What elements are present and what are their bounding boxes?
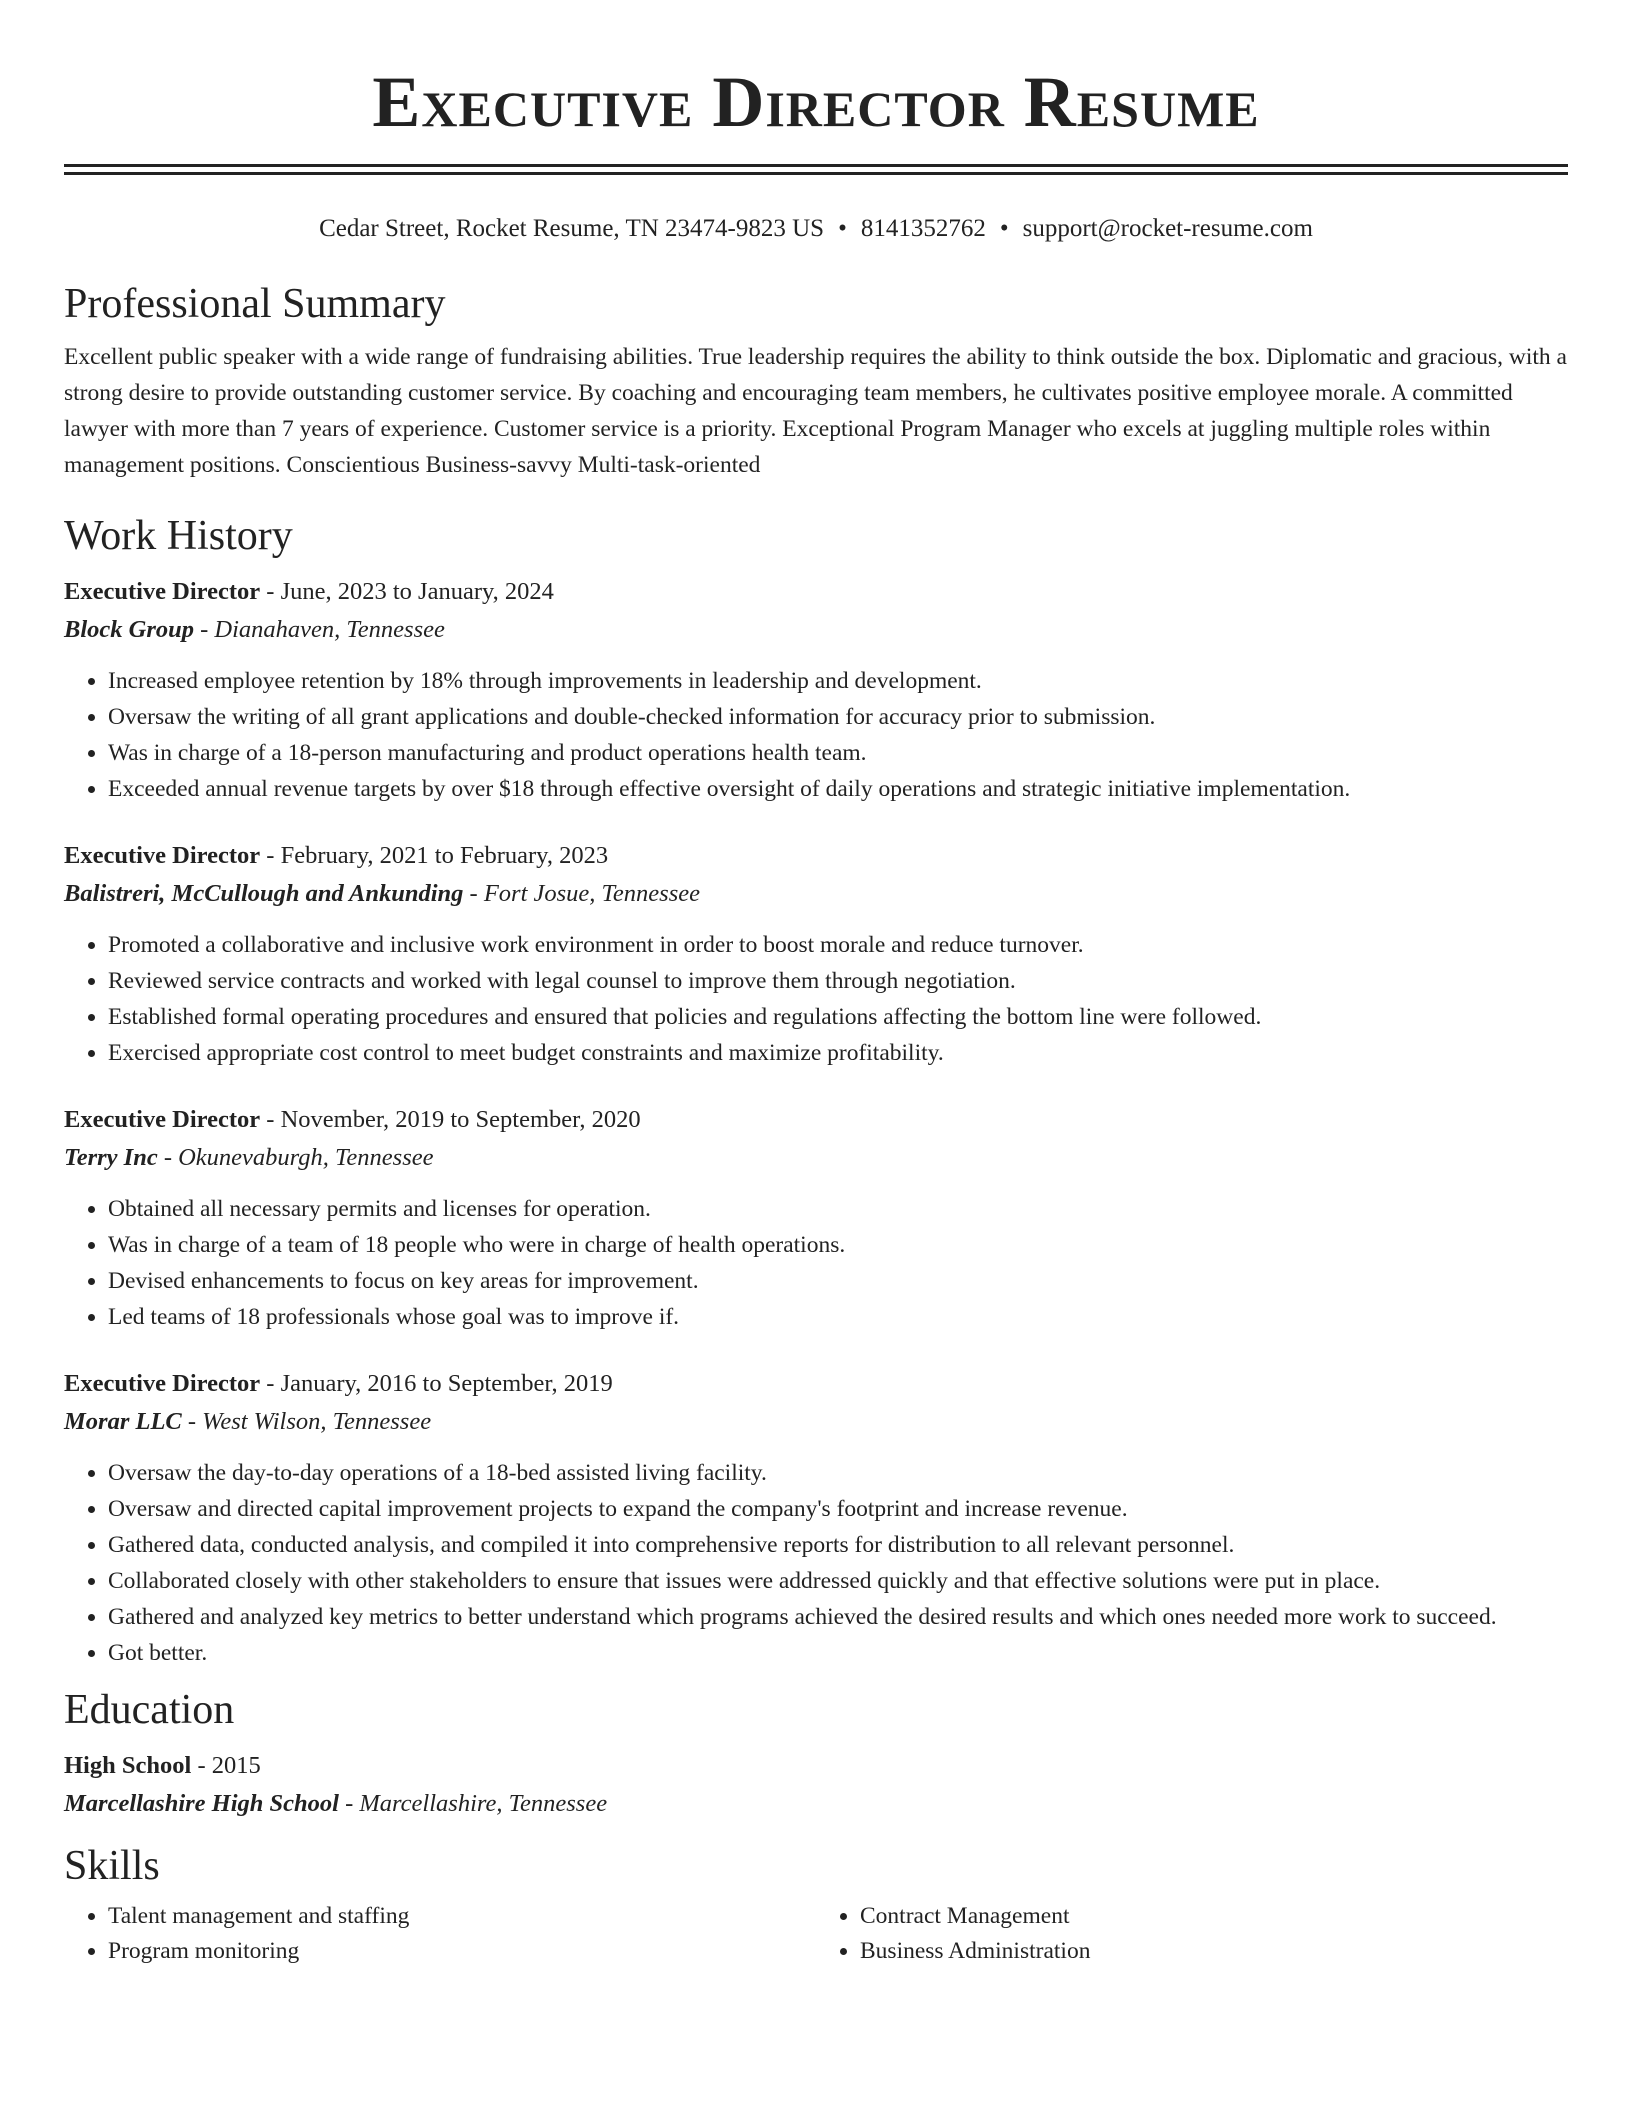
job-bullet: • Was in charge of a 18-person manufacturing and product operations health team. — [108, 735, 1568, 771]
contact-separator: • — [999, 215, 1009, 242]
education-school-line — [64, 1785, 1568, 1823]
job-bullet: • Got better. — [108, 1635, 1568, 1671]
job-title-line — [64, 1101, 1568, 1139]
job-bullet: • Established formal operating procedures and ensured that policies and regulations affecting the bottom line were followed. — [108, 999, 1568, 1035]
job-bullet: • Obtained all necessary permits and licenses for operation. — [108, 1191, 1568, 1227]
education-heading: Education — [64, 1687, 235, 1733]
contact-address: Cedar Street, Rocket Resume, TN 23474-9823 US — [319, 215, 825, 242]
job-bullet: • Exercised appropriate cost control to meet budget constraints and maximize profitability. — [108, 1035, 1568, 1071]
education-degree-line — [64, 1747, 1568, 1785]
job-bullet: • Oversaw the writing of all grant applications and double-checked information for accuracy prior to submission. — [108, 699, 1568, 735]
job-company: Balistreri, McCullough and Ankunding — [64, 880, 464, 907]
job-dates: - February, 2021 to February, 2023 — [260, 842, 609, 869]
job-bullet: • Was in charge of a team of 18 people who were in charge of health operations. — [108, 1227, 1568, 1263]
job-role: Executive Director — [64, 1106, 261, 1133]
job-bullet: • Collaborated closely with other stakeholders to ensure that issues were addressed quickly and that effective solutions were put in place. — [108, 1563, 1568, 1599]
job-company: Terry Inc — [64, 1144, 158, 1171]
contact-email: support@rocket-resume.com — [1022, 215, 1313, 242]
job-bullets — [64, 1455, 1568, 1671]
job-title-line — [64, 573, 1568, 611]
contact-line — [64, 213, 1568, 245]
job-company: Block Group — [64, 616, 195, 643]
job-entry — [64, 1365, 1568, 1671]
job-bullets — [64, 1191, 1568, 1335]
skill-item: • Talent management and staffing — [108, 1899, 816, 1934]
summary-heading: Professional Summary — [64, 281, 446, 327]
page-title: Executive Director Resume — [372, 62, 1260, 142]
contact-phone: 8141352762 — [860, 215, 986, 242]
education-degree: High School — [64, 1752, 192, 1779]
job-company-line — [64, 875, 1568, 913]
job-entry — [64, 1101, 1568, 1335]
job-bullet: • Exceeded annual revenue targets by over $18 through effective oversight of daily operations and strategic initiative implementation. — [108, 771, 1568, 807]
skill-item: • Business Administration — [860, 1934, 1568, 1969]
education-school: Marcellashire High School — [64, 1790, 339, 1817]
education-location: - Marcellashire, Tennessee — [338, 1790, 608, 1817]
job-bullet: • Oversaw the day-to-day operations of a 18-bed assisted living facility. — [108, 1455, 1568, 1491]
education-entry — [64, 1747, 1568, 1823]
job-company-line — [64, 1139, 1568, 1177]
job-bullet: • Oversaw and directed capital improvement projects to expand the company's footprint and increase revenue. — [108, 1491, 1568, 1527]
job-bullet: • Led teams of 18 professionals whose goal was to improve if. — [108, 1299, 1568, 1335]
job-location: - West Wilson, Tennessee — [181, 1408, 432, 1435]
work-history-heading: Work History — [64, 513, 293, 559]
job-dates: - January, 2016 to September, 2019 — [260, 1370, 613, 1397]
job-role: Executive Director — [64, 1370, 261, 1397]
job-bullet: • Increased employee retention by 18% through improvements in leadership and development. — [108, 663, 1568, 699]
skills-column-right — [816, 1899, 1568, 1969]
job-dates: - June, 2023 to January, 2024 — [260, 578, 554, 605]
job-bullet: • Promoted a collaborative and inclusive work environment in order to boost morale and reduce turnover. — [108, 927, 1568, 963]
contact-separator: • — [838, 215, 847, 242]
job-bullet: • Gathered data, conducted analysis, and compiled it into comprehensive reports for distribution to all relevant personnel. — [108, 1527, 1568, 1563]
job-entry — [64, 573, 1568, 807]
job-dates: - November, 2019 to September, 2020 — [260, 1106, 641, 1133]
job-title-line — [64, 837, 1568, 875]
education-year: - 2015 — [191, 1752, 261, 1779]
job-title-line — [64, 1365, 1568, 1403]
job-bullets — [64, 927, 1568, 1071]
skill-item: • Program monitoring — [108, 1934, 816, 1969]
job-bullet: • Devised enhancements to focus on key areas for improvement. — [108, 1263, 1568, 1299]
job-entry — [64, 837, 1568, 1071]
job-role: Executive Director — [64, 842, 261, 869]
job-bullet: • Reviewed service contracts and worked with legal counsel to improve them through negotiation. — [108, 963, 1568, 999]
job-bullets — [64, 663, 1568, 807]
job-company-line — [64, 611, 1568, 649]
job-role: Executive Director — [64, 578, 261, 605]
summary-text: Excellent public speaker with a wide range of fundraising abilities. True leadership requires the ability to think outside the box. Diplomatic and gracious, with a strong desire to provide outstanding customer service. By coaching and encouraging team members, he cultivates positive employee morale. A committed lawyer with more than 7 years of experience. Customer service is a priority. Exceptional Program Manager who excels at juggling multiple roles within management positions. Conscientious Business-savvy Multi-task-oriented — [64, 344, 1567, 478]
skills-column-left — [64, 1899, 816, 1969]
job-location: - Okunevaburgh, Tennessee — [157, 1144, 434, 1171]
title-divider — [64, 164, 1568, 175]
skill-item: • Contract Management — [860, 1899, 1568, 1934]
job-company-line — [64, 1403, 1568, 1441]
job-company: Morar LLC — [64, 1408, 182, 1435]
skills-list — [64, 1899, 1568, 1969]
job-bullet: • Gathered and analyzed key metrics to better understand which programs achieved the desired results and which ones needed more work to succeed. — [108, 1599, 1568, 1635]
job-location: - Dianahaven, Tennessee — [194, 616, 445, 643]
job-location: - Fort Josue, Tennessee — [463, 880, 700, 907]
skills-heading: Skills — [64, 1843, 160, 1889]
